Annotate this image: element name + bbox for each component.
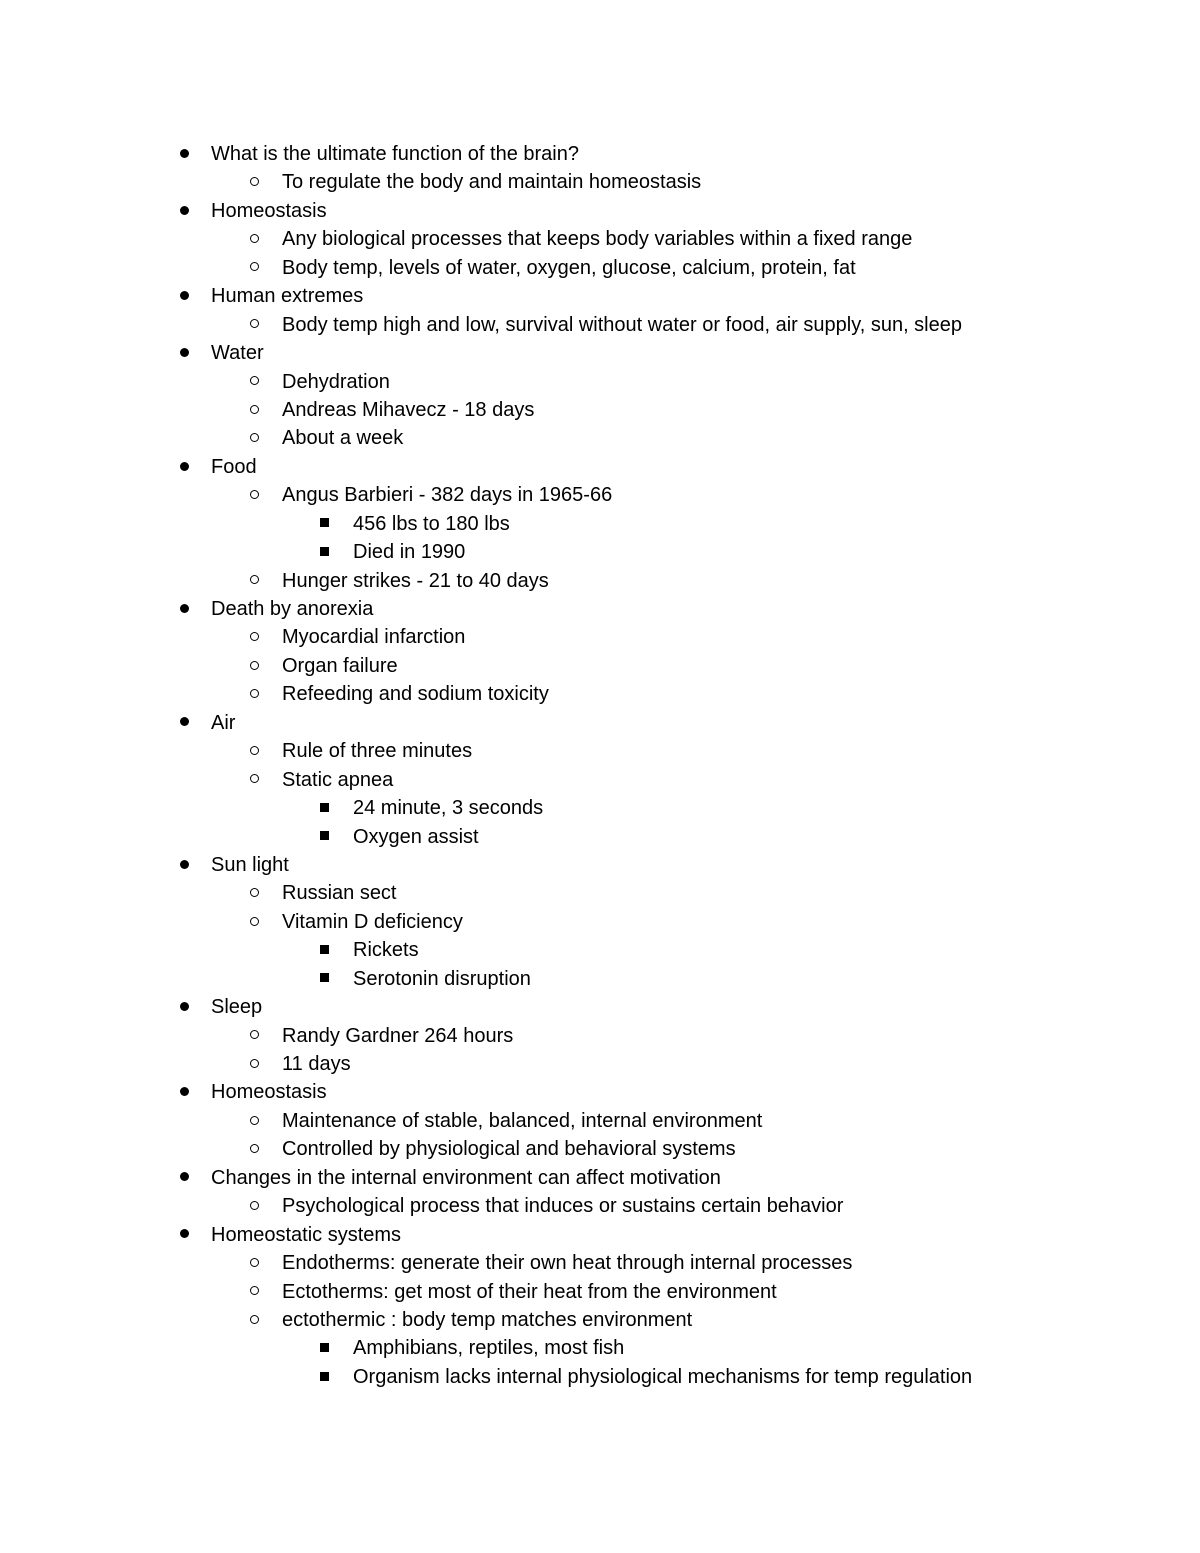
outline-item-text: Amphibians, reptiles, most fish <box>353 1337 625 1360</box>
filled-bullet-icon <box>176 339 192 367</box>
outline-item-text: Sun light <box>211 853 289 876</box>
outline-item-level-3 <box>0 1363 1200 1391</box>
hollow-bullet-icon <box>246 1306 262 1334</box>
outline-item-text: Air <box>211 711 236 734</box>
outline-item-level-1 <box>0 453 1200 481</box>
outline-item-text: Human extremes <box>211 285 364 308</box>
outline-item-level-2 <box>0 168 1200 196</box>
outline-item-text: Water <box>211 342 264 365</box>
notes-outline <box>0 140 1200 1391</box>
outline-item-level-3 <box>0 965 1200 993</box>
outline-item-text: Rickets <box>353 939 419 962</box>
filled-bullet-icon <box>176 197 192 225</box>
outline-item-level-3 <box>0 794 1200 822</box>
outline-item-text: Dehydration <box>282 370 390 393</box>
outline-item-text: Controlled by physiological and behavioral systems <box>282 1138 736 1161</box>
outline-item-text: Endotherms: generate their own heat through internal processes <box>282 1252 853 1275</box>
outline-item-level-2 <box>0 680 1200 708</box>
outline-item-text: Static apnea <box>282 768 394 791</box>
outline-item-level-2 <box>0 1249 1200 1277</box>
hollow-bullet-icon <box>246 368 262 396</box>
outline-item-level-1 <box>0 197 1200 225</box>
outline-item-level-2 <box>0 1022 1200 1050</box>
outline-item-level-1 <box>0 851 1200 879</box>
outline-item-text: 456 lbs to 180 lbs <box>353 512 510 535</box>
outline-item-text: Food <box>211 455 257 478</box>
square-bullet-icon <box>316 538 332 566</box>
hollow-bullet-icon <box>246 481 262 509</box>
outline-item-text: Hunger strikes - 21 to 40 days <box>282 569 549 592</box>
square-bullet-icon <box>316 794 332 822</box>
outline-item-text: Death by anorexia <box>211 598 374 620</box>
hollow-bullet-icon <box>246 908 262 936</box>
outline-item-level-2 <box>0 481 1200 509</box>
outline-item-level-1 <box>0 1164 1200 1192</box>
hollow-bullet-icon <box>246 1278 262 1306</box>
filled-bullet-icon <box>176 282 192 310</box>
outline-item-text: Sleep <box>211 996 263 1019</box>
hollow-bullet-icon <box>246 1192 262 1220</box>
hollow-bullet-icon <box>246 567 262 595</box>
square-bullet-icon <box>316 510 332 538</box>
outline-item-text: About a week <box>282 427 404 450</box>
square-bullet-icon <box>316 1334 332 1362</box>
hollow-bullet-icon <box>246 1135 262 1163</box>
square-bullet-icon <box>316 965 332 993</box>
outline-item-text: Psychological process that induces or sustains certain behavior <box>282 1195 844 1218</box>
outline-item-level-2 <box>0 1135 1200 1163</box>
outline-item-text: What is the ultimate function of the brain? <box>211 143 579 165</box>
outline-item-text: Ectotherms: get most of their heat from the environment <box>282 1280 777 1303</box>
outline-item-text: Body temp, levels of water, oxygen, glucose, calcium, protein, fat <box>282 256 856 279</box>
outline-item-level-2 <box>0 1278 1200 1306</box>
hollow-bullet-icon <box>246 254 262 282</box>
outline-item-level-2 <box>0 652 1200 680</box>
hollow-bullet-icon <box>246 766 262 794</box>
outline-item-level-1 <box>0 595 1200 623</box>
hollow-bullet-icon <box>246 1249 262 1277</box>
filled-bullet-icon <box>176 1221 192 1249</box>
outline-item-text: Organism lacks internal physiological mechanisms for temp regulation <box>353 1365 973 1388</box>
outline-item-text: Body temp high and low, survival without water or food, air supply, sun, sleep <box>282 313 962 336</box>
outline-item-level-1 <box>0 339 1200 367</box>
hollow-bullet-icon <box>246 1107 262 1135</box>
outline-item-level-2 <box>0 1306 1200 1334</box>
outline-item-level-2 <box>0 737 1200 765</box>
outline-item-text: Rule of three minutes <box>282 740 473 763</box>
outline-item-text: Changes in the internal environment can affect motivation <box>211 1166 721 1189</box>
outline-item-level-2 <box>0 225 1200 253</box>
outline-item-text: Homeostatic systems <box>211 1223 402 1246</box>
hollow-bullet-icon <box>246 680 262 708</box>
hollow-bullet-icon <box>246 424 262 452</box>
filled-bullet-icon <box>176 595 192 623</box>
hollow-bullet-icon <box>246 225 262 253</box>
outline-item-text: Vitamin D deficiency <box>282 910 463 933</box>
filled-bullet-icon <box>176 851 192 879</box>
outline-item-text: 11 days <box>282 1053 351 1075</box>
hollow-bullet-icon <box>246 1050 262 1078</box>
outline-item-text: 24 minute, 3 seconds <box>353 797 544 820</box>
outline-item-text: Myocardial infarction <box>282 626 466 649</box>
hollow-bullet-icon <box>246 623 262 651</box>
hollow-bullet-icon <box>246 311 262 339</box>
hollow-bullet-icon <box>246 396 262 424</box>
filled-bullet-icon <box>176 1164 192 1192</box>
outline-item-text: Angus Barbieri - 382 days in 1965-66 <box>282 484 613 507</box>
outline-item-level-3 <box>0 510 1200 538</box>
outline-item-level-2 <box>0 368 1200 396</box>
outline-item-level-1 <box>0 709 1200 737</box>
outline-item-text: Any biological processes that keeps body variables within a fixed range <box>282 228 913 251</box>
hollow-bullet-icon <box>246 1022 262 1050</box>
filled-bullet-icon <box>176 453 192 481</box>
filled-bullet-icon <box>176 140 192 168</box>
outline-item-level-2 <box>0 1192 1200 1220</box>
outline-item-level-2 <box>0 396 1200 424</box>
outline-item-text: ectothermic : body temp matches environment <box>282 1308 693 1331</box>
square-bullet-icon <box>316 1363 332 1391</box>
outline-item-level-1 <box>0 140 1200 168</box>
outline-item-level-2 <box>0 424 1200 452</box>
outline-item-text: Randy Gardner 264 hours <box>282 1024 514 1047</box>
hollow-bullet-icon <box>246 168 262 196</box>
filled-bullet-icon <box>176 709 192 737</box>
outline-item-level-2 <box>0 766 1200 794</box>
filled-bullet-icon <box>176 1078 192 1106</box>
outline-item-level-2 <box>0 1050 1200 1078</box>
outline-item-level-2 <box>0 879 1200 907</box>
outline-item-text: Homeostasis <box>211 1081 327 1104</box>
outline-item-level-2 <box>0 567 1200 595</box>
outline-item-level-2 <box>0 311 1200 339</box>
outline-item-level-3 <box>0 823 1200 851</box>
outline-item-text: To regulate the body and maintain homeostasis <box>282 171 702 194</box>
outline-item-text: Refeeding and sodium toxicity <box>282 683 549 706</box>
outline-item-level-1 <box>0 1221 1200 1249</box>
square-bullet-icon <box>316 823 332 851</box>
outline-item-text: Maintenance of stable, balanced, internal environment <box>282 1109 763 1132</box>
outline-item-level-1 <box>0 993 1200 1021</box>
outline-item-text: Serotonin disruption <box>353 967 531 990</box>
outline-item-level-2 <box>0 623 1200 651</box>
square-bullet-icon <box>316 936 332 964</box>
outline-item-level-1 <box>0 1078 1200 1106</box>
outline-item-level-2 <box>0 254 1200 282</box>
hollow-bullet-icon <box>246 737 262 765</box>
outline-item-text: Organ failure <box>282 654 398 677</box>
outline-item-level-3 <box>0 936 1200 964</box>
outline-item-level-1 <box>0 282 1200 310</box>
hollow-bullet-icon <box>246 879 262 907</box>
outline-item-text: Russian sect <box>282 882 397 905</box>
outline-item-level-2 <box>0 908 1200 936</box>
outline-item-level-2 <box>0 1107 1200 1135</box>
outline-item-level-3 <box>0 538 1200 566</box>
hollow-bullet-icon <box>246 652 262 680</box>
outline-item-text: Andreas Mihavecz - 18 days <box>282 398 535 421</box>
outline-item-text: Homeostasis <box>211 199 327 222</box>
outline-item-text: Oxygen assist <box>353 825 479 848</box>
filled-bullet-icon <box>176 993 192 1021</box>
outline-item-level-3 <box>0 1334 1200 1362</box>
outline-item-text: Died in 1990 <box>353 541 466 564</box>
